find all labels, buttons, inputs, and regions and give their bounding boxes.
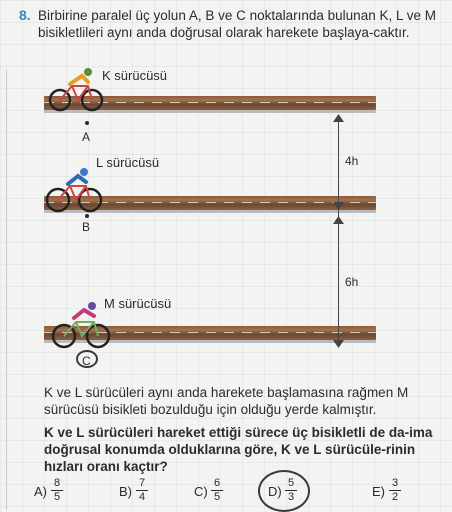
option-b-letter[interactable]: B) <box>119 484 132 499</box>
bicycle-m-icon <box>50 296 112 350</box>
distance-6h: 6h <box>345 275 359 289</box>
question-paragraph-2: K ve L sürücüleri hareket ettiği sürece üç bisikletli de da-ima doğrusal konumda olduklarına göre, K ve L sürücüle-rinin hızları oranı kaçtır? <box>44 425 433 474</box>
option-e-letter[interactable]: E) <box>372 484 385 499</box>
option-c-letter[interactable]: C) <box>194 484 208 499</box>
arrow-down-icon <box>333 202 344 210</box>
rider-k-label: K sürücüsü <box>102 68 168 83</box>
bicycle-k-icon <box>48 62 104 112</box>
point-a-dot <box>85 121 89 125</box>
margin-line <box>6 70 7 510</box>
distance-line <box>338 118 339 344</box>
bicycle-l-icon <box>44 164 104 214</box>
rider-l-label: L sürücüsü <box>96 155 160 170</box>
option-e-fraction[interactable]: 3 2 <box>389 478 401 503</box>
option-a-letter[interactable]: A) <box>34 484 47 499</box>
rider-m-label: M sürücüsü <box>104 296 172 311</box>
arrow-down-icon-2 <box>333 340 344 348</box>
point-b-label: B <box>82 220 91 234</box>
option-b-fraction[interactable]: 7 4 <box>136 478 148 503</box>
option-a-fraction[interactable]: 8 5 <box>51 478 63 503</box>
option-c-fraction[interactable]: 6 5 <box>211 478 223 503</box>
question-intro: Birbirine paralel üç yolun A, B ve C noktalarında bulunan K, L ve M bisikletlileri aynı anda doğrusal olarak harekete başlaya-caktır. <box>38 8 436 40</box>
point-c-label: C <box>82 354 91 368</box>
question-number: 8. <box>19 7 31 23</box>
arrow-up-icon-2 <box>333 216 344 224</box>
point-a-label: A <box>82 130 91 144</box>
distance-4h: 4h <box>345 154 359 168</box>
option-d-letter[interactable]: D) <box>268 484 282 499</box>
arrow-up-icon <box>333 114 344 122</box>
point-c-circle <box>76 350 98 368</box>
question-paragraph-1: K ve L sürücüleri aynı anda harekete başlamasına rağmen M sürücüsü bisikleti bozulduğu için olduğu yerde kalmıştır. <box>44 385 409 417</box>
point-b-dot <box>85 214 89 218</box>
option-d-fraction[interactable]: 5 3 <box>285 478 297 503</box>
answer-circle-mark <box>258 470 310 512</box>
